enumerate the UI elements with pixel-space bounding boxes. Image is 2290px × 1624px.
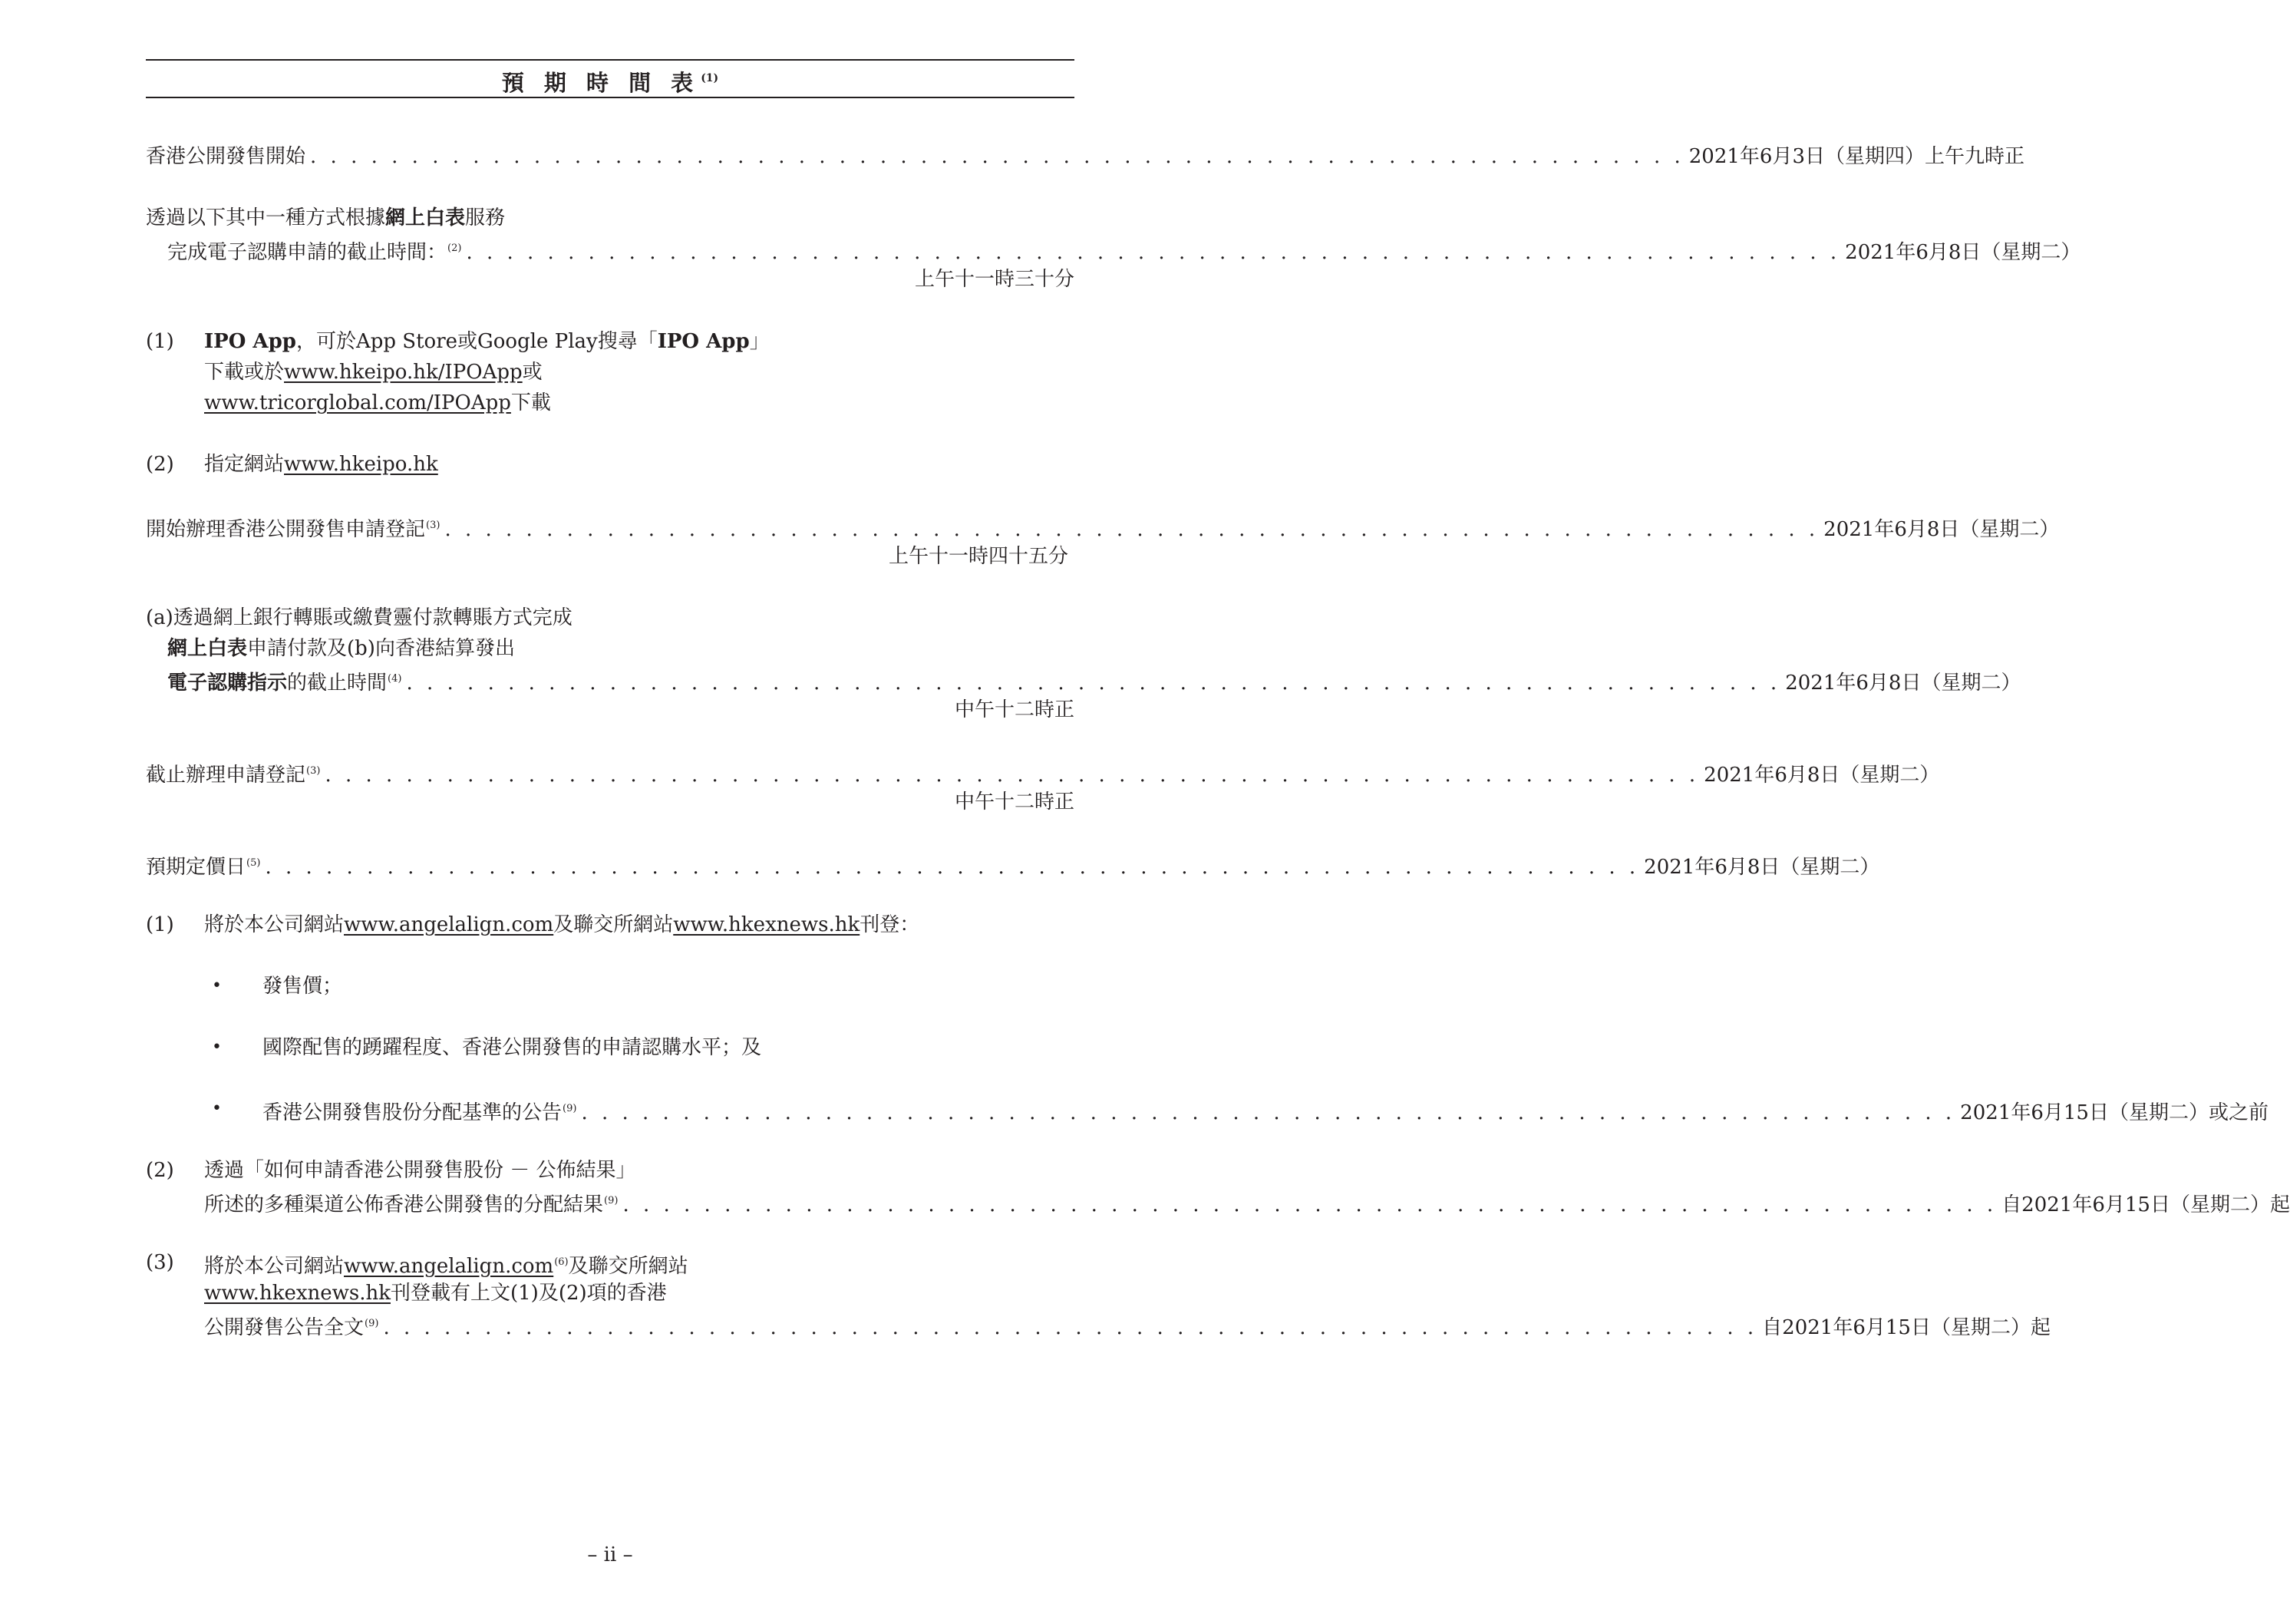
publication-full-announcement-line2: www.hkexnews.hk刊登載有上文(1)及(2)項的香港 <box>204 1282 667 1305</box>
row-time: 上午十一時四十五分 <box>888 545 1068 568</box>
row-date: 自2021年6月15日（星期二）起 <box>1762 1316 2051 1339</box>
row-date: 2021年6月8日（星期二） <box>1845 241 2081 264</box>
leader-dots: . . . . . . . . . . . . . . . . . . . . . . . . . . . . . . . . . . . . . . . . . . . . . . . . . . . . . . . . . . . . . . . . . . . . <box>310 145 1685 168</box>
leader-dots: . . . . . . . . . . . . . . . . . . . . . . . . . . . . . . . . . . . . . . . . . . . . . . . . . . . . . . . . . . . . . . . . . . . . <box>265 856 1640 879</box>
tricorglobal-app-link[interactable]: www.tricorglobal.com/IPOApp <box>204 391 511 414</box>
bullet-icon: • <box>212 976 222 995</box>
row-time: 上午十一時三十分 <box>914 268 1074 291</box>
hkeipo-link[interactable]: www.hkeipo.hk <box>284 453 438 476</box>
row-time: 中午十二時正 <box>954 791 1074 814</box>
method-number: (1) <box>146 330 174 353</box>
publication-number: (1) <box>146 913 174 936</box>
method-ipo-app-line3: www.tricorglobal.com/IPOApp下載 <box>204 391 551 414</box>
timetable-row-payment-line1: (a)透過網上銀行轉賬或繳費靈付款轉賬方式完成 <box>146 606 572 629</box>
angelalign-link[interactable]: www.angelalign.com <box>344 1255 554 1278</box>
row-date: 2021年6月8日（星期二） <box>1704 764 1940 787</box>
publication-websites: 將於本公司網站www.angelalign.com及聯交所網站www.hkexnews.hk刊登： <box>204 913 920 936</box>
title-footnote: (1) <box>701 72 719 84</box>
timetable-row-payment-deadline: 電子認購指示的截止時間$^{(4)}$ . . . . . . . . . . . . . . . . . . . . . . . . . . . . . . . . . . . . . . . . . . . . . . . . . . . . . . . . . . . . . . . . . . . . 2021年6月8日（星期二） <box>167 665 1074 693</box>
leader-dots: . . . . . . . . . . . . . . . . . . . . . . . . . . . . . . . . . . . . . . . . . . . . . . . . . . . . . . . . . . . . . . . . . . . . <box>622 1193 1998 1216</box>
row-date: 自2021年6月15日（星期二）起 <box>2001 1193 2290 1216</box>
timetable-row-payment-line2: 網上白表申請付款及(b)向香港結算發出 <box>167 637 515 660</box>
row-date: 2021年6月8日（星期二） <box>1823 518 2060 541</box>
leader-dots: . . . . . . . . . . . . . . . . . . . . . . . . . . . . . . . . . . . . . . . . . . . . . . . . . . . . . . . . . . . . . . . . . . . . <box>444 518 1820 541</box>
timetable-row-lists-open: 開始辦理香港公開發售申請登記$^{(3)}$ . . . . . . . . . . . . . . . . . . . . . . . . . . . . . . . . . . . . . . . . . . . . . . . . . . . . . . . . . . . . . . . . . . . . 2021年6月8日（星期二） <box>146 512 1074 540</box>
method-number: (2) <box>146 453 174 476</box>
method-ipo-app-line1: IPO App，可於App Store或Google Play搜尋「IPO App」 <box>204 330 770 353</box>
angelalign-link[interactable]: www.angelalign.com <box>344 913 554 936</box>
bullet-icon: • <box>212 1099 222 1118</box>
page-title: 預 期 時 間 表 $^{(1)}$ <box>501 70 719 96</box>
method-website: 指定網站www.hkeipo.hk <box>204 453 438 476</box>
hkexnews-link[interactable]: www.hkexnews.hk <box>673 913 860 936</box>
page-number: – ii – <box>587 1543 633 1566</box>
timetable-row-offer-start: 香港公開發售開始 . . . . . . . . . . . . . . . . . . . . . . . . . . . . . . . . . . . . . . . . . . . . . . . . . . . . . . . . . . . . . . . . . . . . 2021年6月3日（星期四）上午九時正 <box>146 143 1074 170</box>
header-bottom-rule <box>146 97 1074 98</box>
leader-dots: . . . . . . . . . . . . . . . . . . . . . . . . . . . . . . . . . . . . . . . . . . . . . . . . . . . . . . . . . . . . . . . . . . . . <box>383 1316 1758 1339</box>
leader-dots: . . . . . . . . . . . . . . . . . . . . . . . . . . . . . . . . . . . . . . . . . . . . . . . . . . . . . . . . . . . . . . . . . . . . <box>581 1101 1956 1124</box>
leader-dots: . . . . . . . . . . . . . . . . . . . . . . . . . . . . . . . . . . . . . . . . . . . . . . . . . . . . . . . . . . . . . . . . . . . . <box>466 241 1841 264</box>
publication-number: (3) <box>146 1251 174 1274</box>
timetable-row-white-form-deadline: 完成電子認購申請的截止時間：$^{(2)}$ . . . . . . . . . . . . . . . . . . . . . . . . . . . . . . . . . . . . . . . . . . . . . . . . . . . . . . . . . . . . . . . . . . . . 2021年6月8日（星期二） <box>167 235 1074 262</box>
document-page <box>146 0 2290 1624</box>
timetable-row-lists-close: 截止辦理申請登記$^{(3)}$ . . . . . . . . . . . . . . . . . . . . . . . . . . . . . . . . . . . . . . . . . . . . . . . . . . . . . . . . . . . . . . . . . . . . 2021年6月8日（星期二） <box>146 758 1074 785</box>
row-date: 2021年6月8日（星期二） <box>1644 856 1880 879</box>
timetable-row-price-determination: 預期定價日$^{(5)}$ . . . . . . . . . . . . . . . . . . . . . . . . . . . . . . . . . . . . . . . . . . . . . . . . . . . . . . . . . . . . . . . . . . . . 2021年6月8日（星期二） <box>146 850 1074 877</box>
bullet-icon: • <box>212 1038 222 1057</box>
hkeipo-app-link[interactable]: www.hkeipo.hk/IPOApp <box>284 361 523 384</box>
row-date: 2021年6月8日（星期二） <box>1785 672 2021 695</box>
row-date: 2021年6月3日（星期四）上午九時正 <box>1688 145 2025 168</box>
publication-full-announcement-line1: 將於本公司網站www.angelalign.com$^{(6)}$及聯交所網站 <box>204 1255 688 1278</box>
leader-dots: . . . . . . . . . . . . . . . . . . . . . . . . . . . . . . . . . . . . . . . . . . . . . . . . . . . . . . . . . . . . . . . . . . . . <box>406 672 1781 695</box>
timetable-row-white-form-line1: 透過以下其中一種方式根據網上白表服務 <box>146 206 506 229</box>
row-time: 中午十二時正 <box>954 698 1074 721</box>
publication-full-announcement-line3: 公開發售公告全文$^{(9)}$ . . . . . . . . . . . . . . . . . . . . . . . . . . . . . . . . . . . . . . . . . . . . . . . . . . . . . . . . . . . . . . . . . . . . 自2021年6月15日（星期二）起 <box>204 1310 1074 1338</box>
publication-results-line2: 所述的多種渠道公佈香港公開發售的分配結果$^{(9)}$ . . . . . . . . . . . . . . . . . . . . . . . . . . . . . . . . . . . . . . . . . . . . . . . . . . . . . . . . . . . . . . . . . . . . 自2021年6月15日（星期二）起 <box>204 1187 1074 1215</box>
bullet-indication-of-interest: 國際配售的踴躍程度、香港公開發售的申請認購水平；及 <box>262 1036 762 1059</box>
row-date: 2021年6月15日（星期二）或之前 <box>1960 1101 2269 1124</box>
bullet-offer-price: 發售價； <box>262 975 343 998</box>
bullet-allotment-announcement: 香港公開發售股份分配基準的公告$^{(9)}$ . . . . . . . . . . . . . . . . . . . . . . . . . . . . . . . . . . . . . . . . . . . . . . . . . . . . . . . . . . . . . . . . . . . . 2021年6月15日（星期二）或之前 <box>262 1095 1074 1123</box>
leader-dots: . . . . . . . . . . . . . . . . . . . . . . . . . . . . . . . . . . . . . . . . . . . . . . . . . . . . . . . . . . . . . . . . . . . . <box>325 764 1700 787</box>
header-top-rule <box>146 59 1074 61</box>
publication-number: (2) <box>146 1159 174 1182</box>
publication-results-line1: 透過「如何申請香港公開發售股份 － 公佈結果」 <box>204 1159 636 1182</box>
hkexnews-link[interactable]: www.hkexnews.hk <box>204 1282 391 1305</box>
method-ipo-app-line2: 下載或於www.hkeipo.hk/IPOApp或 <box>204 361 543 384</box>
